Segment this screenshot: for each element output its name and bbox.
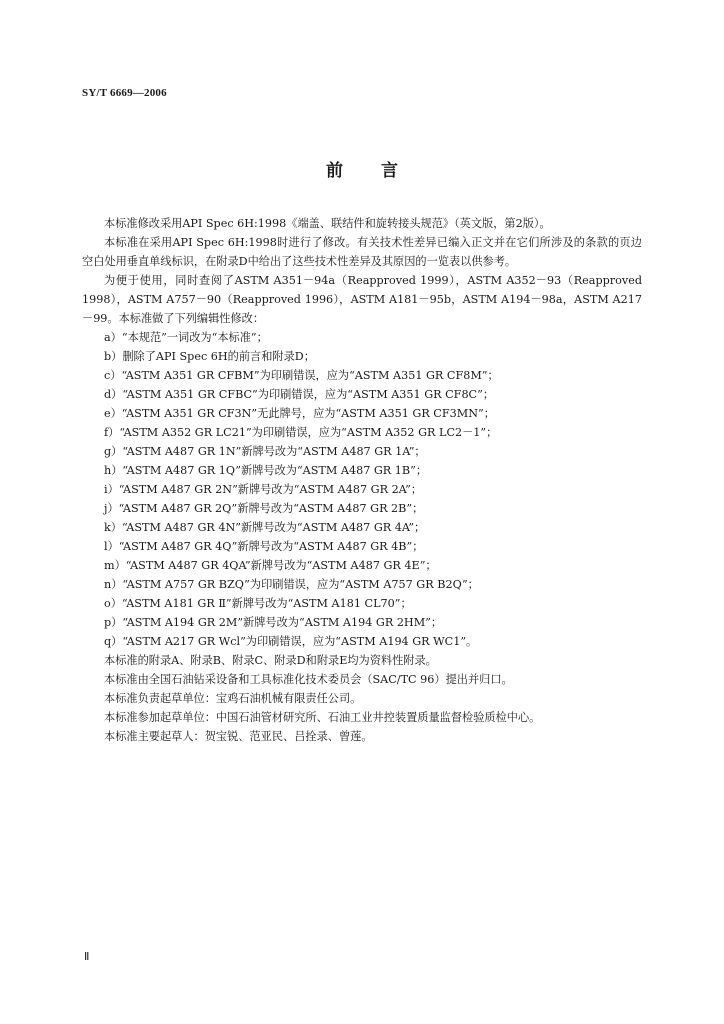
list-item: e）“ASTM A351 GR CF3N”无此牌号，应为“ASTM A351 GR CF3MN”； [104,407,495,420]
paragraph-main-drafters: 本标准主要起草人：贺宝锐、范亚民、吕拴录、曾莲。 [104,730,373,743]
list-item: a）“本规范”一词改为“本标准”； [104,331,268,344]
list-item: f）“ASTM A352 GR LC21”为印刷错误，应为“ASTM A352 GR LC2－1”； [104,426,498,439]
list-item: j）“ASTM A487 GR 2Q”新牌号改为“ASTM A487 GR 2B”； [104,502,424,515]
list-item: b）删除了API Spec 6H的前言和附录D； [104,350,315,363]
document-body [82,214,642,746]
paragraph-proposer: 本标准由全国石油钻采设备和工具标准化技术委员会（SAC/TC 96）提出并归口。 [104,673,513,686]
page-title: 前言 [326,161,436,181]
page-number: Ⅱ [84,951,90,963]
list-item: i）“ASTM A487 GR 2N”新牌号改为“ASTM A487 GR 2A”； [104,483,423,496]
list-item: l）“ASTM A487 GR 4Q”新牌号改为“ASTM A487 GR 4B”； [104,540,424,553]
list-item: q）“ASTM A217 GR Wcl”为印刷错误，应为“ASTM A194 GR WC1”。 [104,635,478,648]
list-item: m）“ASTM A487 GR 4QA”新牌号改为“ASTM A487 GR 4E”； [104,559,437,572]
paragraph-annexes: 本标准的附录A、附录B、附录C、附录D和附录E均为资料性附录。 [104,654,437,667]
list-item: g）“ASTM A487 GR 1N”新牌号改为“ASTM A487 GR 1A”； [104,445,426,458]
paragraph-lead-drafter: 本标准负责起草单位：宝鸡石油机械有限责任公司。 [104,692,362,705]
standard-number: SY/T 6669—2006 [82,87,167,99]
list-item: p）“ASTM A194 GR 2M”新牌号改为“ASTM A194 GR 2HM”； [104,616,443,629]
list-item: d）“ASTM A351 GR CFBC”为印刷错误，应为“ASTM A351 GR CF8C”； [104,388,495,401]
paragraph-participants: 本标准参加起草单位：中国石油管材研究所、石油工业井控装置质量监督检验质检中心。 [104,711,541,724]
paragraph-modifications: 本标准在采用API Spec 6H:1998时进行了修改。有关技术性差异已编入正文并在它们所涉及的条款的页边空白处用垂直单线标识，在附录D中给出了这些技术性差异及其原因的一览表以供参考。 [82,236,642,268]
edit-list [82,328,642,651]
list-item: n）“ASTM A757 GR BZQ”为印刷错误，应为“ASTM A757 GR B2Q”； [104,578,479,591]
list-item: o）“ASTM A181 GR Ⅱ”新牌号改为“ASTM A181 CL70”； [104,597,412,610]
paragraph-adoption: 本标准修改采用API Spec 6H:1998《端盖、联结件和旋转接头规范》（英文版，第2版）。 [104,217,551,230]
list-item: c）“ASTM A351 GR CFBM”为印刷错误，应为“ASTM A351 GR CF8M”； [104,369,499,382]
list-item: h）“ASTM A487 GR 1Q”新牌号改为“ASTM A487 GR 1B”； [104,464,428,477]
paragraph-references: 为便于使用，同时查阅了ASTM A351－94a（Reapproved 1999），ASTM A352－93（Reapproved 1998），ASTM A757－90（Reapproved 1996），ASTM A181－95b，ASTM A194－98a，ASTM A217－99。本标准做了下列编辑性修改： [82,274,642,325]
list-item: k）“ASTM A487 GR 4N”新牌号改为“ASTM A487 GR 4A”； [104,521,426,534]
